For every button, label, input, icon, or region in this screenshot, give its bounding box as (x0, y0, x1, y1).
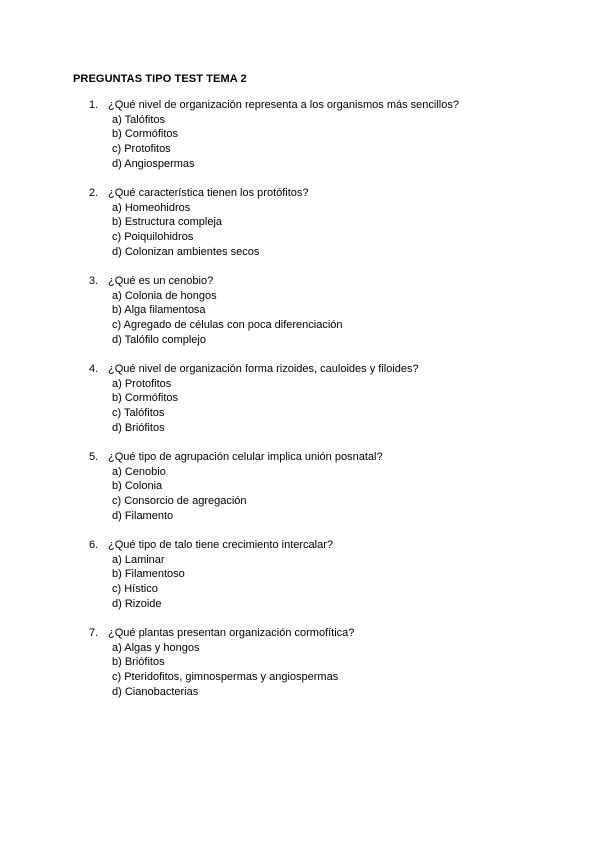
question-7-line (89, 626, 589, 641)
question-5-line (89, 450, 589, 465)
question-4-option-a: a) Protofitos (112, 377, 172, 390)
question-5 (89, 450, 589, 523)
question-1-option-a: a) Talófitos (112, 113, 165, 126)
question-4-line (89, 362, 589, 377)
question-3-option-c: c) Agregado de células con poca diferenciación (112, 318, 343, 331)
question-7 (89, 626, 589, 699)
question-6-option-d: d) Rizoide (112, 597, 162, 610)
question-5-number: 5. (89, 451, 99, 463)
question-7-number: 7. (89, 627, 99, 639)
question-3-number: 3. (89, 275, 99, 287)
question-7-option-b: b) Briófitos (112, 656, 165, 669)
question-2-number: 2. (89, 187, 99, 199)
question-5-option-c: c) Consorcio de agregación (112, 494, 247, 507)
question-2-line (89, 186, 589, 201)
question-5-option-b: b) Colonia (112, 480, 163, 493)
question-6-text: ¿Qué tipo de talo tiene crecimiento intercalar? (108, 539, 334, 551)
question-4-text: ¿Qué nivel de organización forma rizoides, cauloides y filoides? (108, 363, 419, 375)
question-7-option-a: a) Algas y hongos (112, 641, 200, 654)
question-6-line (89, 538, 589, 553)
question-6 (89, 538, 589, 611)
question-3-line (89, 274, 589, 289)
question-1-option-c: c) Protofitos (112, 142, 171, 155)
question-1-line (89, 98, 589, 113)
question-4-option-c: c) Talófitos (112, 406, 165, 419)
question-3 (89, 274, 589, 347)
question-1-text: ¿Qué nivel de organización representa a los organismos más sencillos? (108, 99, 459, 111)
question-6-options (89, 553, 589, 612)
question-2-option-a: a) Homeohidros (112, 201, 191, 214)
question-1 (89, 98, 589, 171)
question-1-number: 1. (89, 99, 99, 111)
question-4-options (89, 377, 589, 436)
question-3-option-b: b) Alga filamentosa (112, 304, 206, 317)
document-title: PREGUNTAS TIPO TEST TEMA 2 (73, 73, 247, 85)
question-6-option-a: a) Laminar (112, 553, 165, 566)
question-1-option-b: b) Cormófitos (112, 128, 179, 141)
question-5-text: ¿Qué tipo de agrupación celular implica unión posnatal? (108, 451, 383, 463)
question-2-option-c: c) Poiquilohidros (112, 230, 194, 243)
question-2-text: ¿Qué característica tienen los protófitos? (108, 187, 309, 199)
question-2-option-b: b) Estructura compleja (112, 216, 223, 229)
question-3-text: ¿Qué es un cenobio? (108, 275, 214, 287)
question-3-option-d: d) Talófilo complejo (112, 333, 206, 346)
question-6-number: 6. (89, 539, 99, 551)
question-7-option-c: c) Pteridofitos, gimnospermas y angiospermas (112, 670, 339, 683)
question-1-options (89, 113, 589, 172)
question-7-text: ¿Qué plantas presentan organización cormofítica? (108, 627, 355, 639)
question-2-options (89, 201, 589, 260)
question-4-option-d: d) Briófitos (112, 421, 165, 434)
question-6-option-c: c) Hístico (112, 582, 158, 595)
question-2-option-d: d) Colonizan ambientes secos (112, 245, 260, 258)
question-5-option-d: d) Filamento (112, 509, 174, 522)
question-4-option-b: b) Cormófitos (112, 392, 179, 405)
question-7-option-d: d) Cianobacterias (112, 685, 199, 698)
question-1-option-d: d) Angiospermas (112, 157, 195, 170)
question-7-options (89, 641, 589, 700)
question-4 (89, 362, 589, 435)
question-4-number: 4. (89, 363, 99, 375)
question-2 (89, 186, 589, 259)
question-3-options (89, 289, 589, 348)
question-5-option-a: a) Cenobio (112, 465, 166, 478)
question-3-option-a: a) Colonia de hongos (112, 289, 217, 302)
question-6-option-b: b) Filamentoso (112, 568, 185, 581)
question-5-options (89, 465, 589, 524)
